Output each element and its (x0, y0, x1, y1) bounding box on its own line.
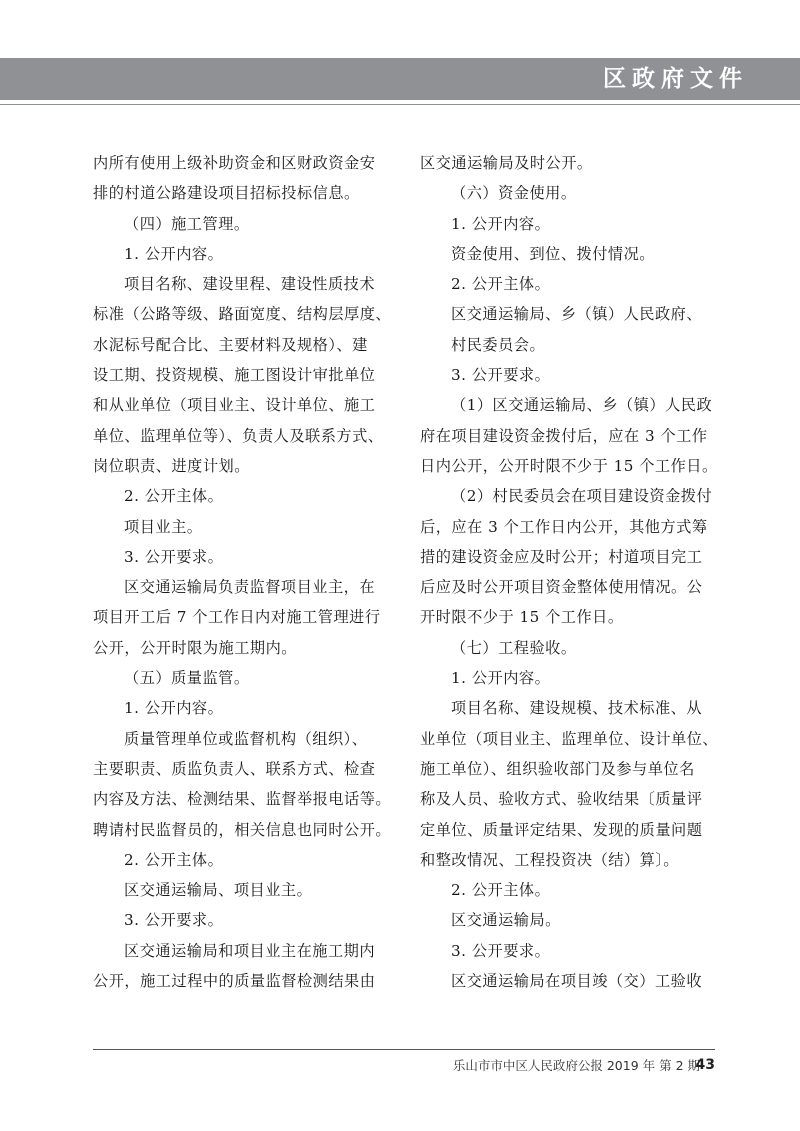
text-line: 称及人员、验收方式、验收结果〔质量评 (420, 790, 703, 809)
text-line: 项目名称、建设里程、建设性质技术 (124, 275, 375, 294)
text-line: 3. 公开要求。 (124, 911, 224, 930)
text-line: 开时限不少于 15 个工作日。 (420, 608, 624, 627)
text-line: 项目开工后 7 个工作日内对施工管理进行 (93, 608, 381, 627)
footer-divider (93, 1049, 715, 1050)
text-line: 聘请村民监督员的，相关信息也同时公开。 (93, 820, 392, 839)
text-line: 3. 公开要求。 (451, 366, 551, 385)
footer-publication: 乐山市市中区人民政府公报 2019 年 第 2 期 (452, 1058, 700, 1073)
text-line: 施工单位）、组织验收部门及参与单位名 (420, 759, 695, 778)
text-line: 后应及时公开项目资金整体使用情况。公 (420, 578, 703, 597)
text-line: 1. 公开内容。 (124, 699, 224, 718)
text-line: 标准（公路等级、路面宽度、结构层厚度、 (93, 305, 392, 324)
text-line: 区交通运输局及时公开。 (420, 154, 593, 172)
text-line: 村民委员会。 (451, 335, 546, 354)
text-line: （2）村民委员会在项目建设资金拨付 (451, 487, 713, 506)
text-line: 1. 公开内容。 (124, 244, 224, 263)
section-heading: （七）工程验收。 (451, 638, 577, 657)
text-line: 主要职责、质监负责人、联系方式、检查 (93, 759, 376, 778)
left-column (93, 148, 403, 996)
text-line: 公开，公开时限为施工期内。 (93, 638, 297, 657)
text-line: 2. 公开主体。 (124, 487, 224, 506)
text-line: 2. 公开主体。 (124, 850, 224, 869)
text-line: 区交通运输局在项目竣（交）工验收 (451, 972, 702, 991)
text-line: 业单位（项目业主、监理单位、设计单位、 (420, 729, 719, 748)
section-heading: （六）资金使用。 (451, 184, 577, 203)
text-line: 排的村道公路建设项目招标投标信息。 (93, 184, 360, 203)
text-line: 设工期、投资规模、施工图设计审批单位 (93, 366, 376, 385)
text-line: 后，应在 3 个工作日内公开，其他方式筹 (420, 517, 708, 536)
text-line: 3. 公开要求。 (451, 941, 551, 960)
header-divider (0, 104, 800, 105)
page-number: 43 (695, 1057, 715, 1073)
text-line: 单位、监理单位等）、负责人及联系方式、 (93, 426, 384, 445)
text-line: 资金使用、到位、拨付情况。 (451, 244, 655, 263)
text-line: 内所有使用上级补助资金和区财政资金安 (93, 154, 376, 172)
text-line: 3. 公开要求。 (124, 547, 224, 566)
text-line: 区交通运输局、乡（镇）人民政府、 (451, 305, 702, 324)
text-line: 区交通运输局、项目业主。 (124, 881, 313, 900)
section-heading: （四）施工管理。 (124, 214, 250, 233)
text-line: 府在项目建设资金拨付后，应在 3 个工作 (420, 426, 708, 445)
right-column (420, 148, 730, 996)
section-heading: （五）质量监管。 (124, 669, 250, 688)
text-line: 质量管理单位或监督机构（组织）、 (124, 729, 368, 748)
text-line: 1. 公开内容。 (451, 214, 551, 233)
text-line: 和从业单位（项目业主、设计单位、施工 (93, 396, 376, 415)
text-line: 区交通运输局负责监督项目业主，在 (124, 578, 375, 597)
text-line: 2. 公开主体。 (451, 275, 551, 294)
text-line: 项目业主。 (124, 517, 203, 536)
text-line: 日内公开，公开时限不少于 15 个工作日。 (420, 456, 718, 475)
text-line: 定单位、质量评定结果、发现的质量问题 (420, 820, 703, 839)
text-line: （1）区交通运输局、乡（镇）人民政 (451, 396, 713, 415)
text-line: 水泥标号配合比、主要材料及规格）、建 (93, 335, 368, 354)
text-line: 项目名称、建设规模、技术标准、从 (451, 699, 702, 718)
text-line: 内容及方法、检测结果、监督举报电话等。 (93, 790, 392, 809)
text-line: 公开，施工过程中的质量监督检测结果由 (93, 972, 376, 991)
text-line: 区交通运输局和项目业主在施工期内 (124, 941, 375, 960)
header-title: 区政府文件 (603, 66, 748, 92)
text-line: 和整改情况、工程投资决（结）算〕。 (420, 850, 680, 869)
text-line: 1. 公开内容。 (451, 669, 551, 688)
text-line: 措的建设资金应及时公开；村道项目完工 (420, 547, 703, 566)
text-line: 2. 公开主体。 (451, 881, 551, 900)
text-line: 区交通运输局。 (451, 911, 561, 930)
header-band (0, 58, 800, 100)
text-line: 岗位职责、进度计划。 (93, 456, 250, 475)
